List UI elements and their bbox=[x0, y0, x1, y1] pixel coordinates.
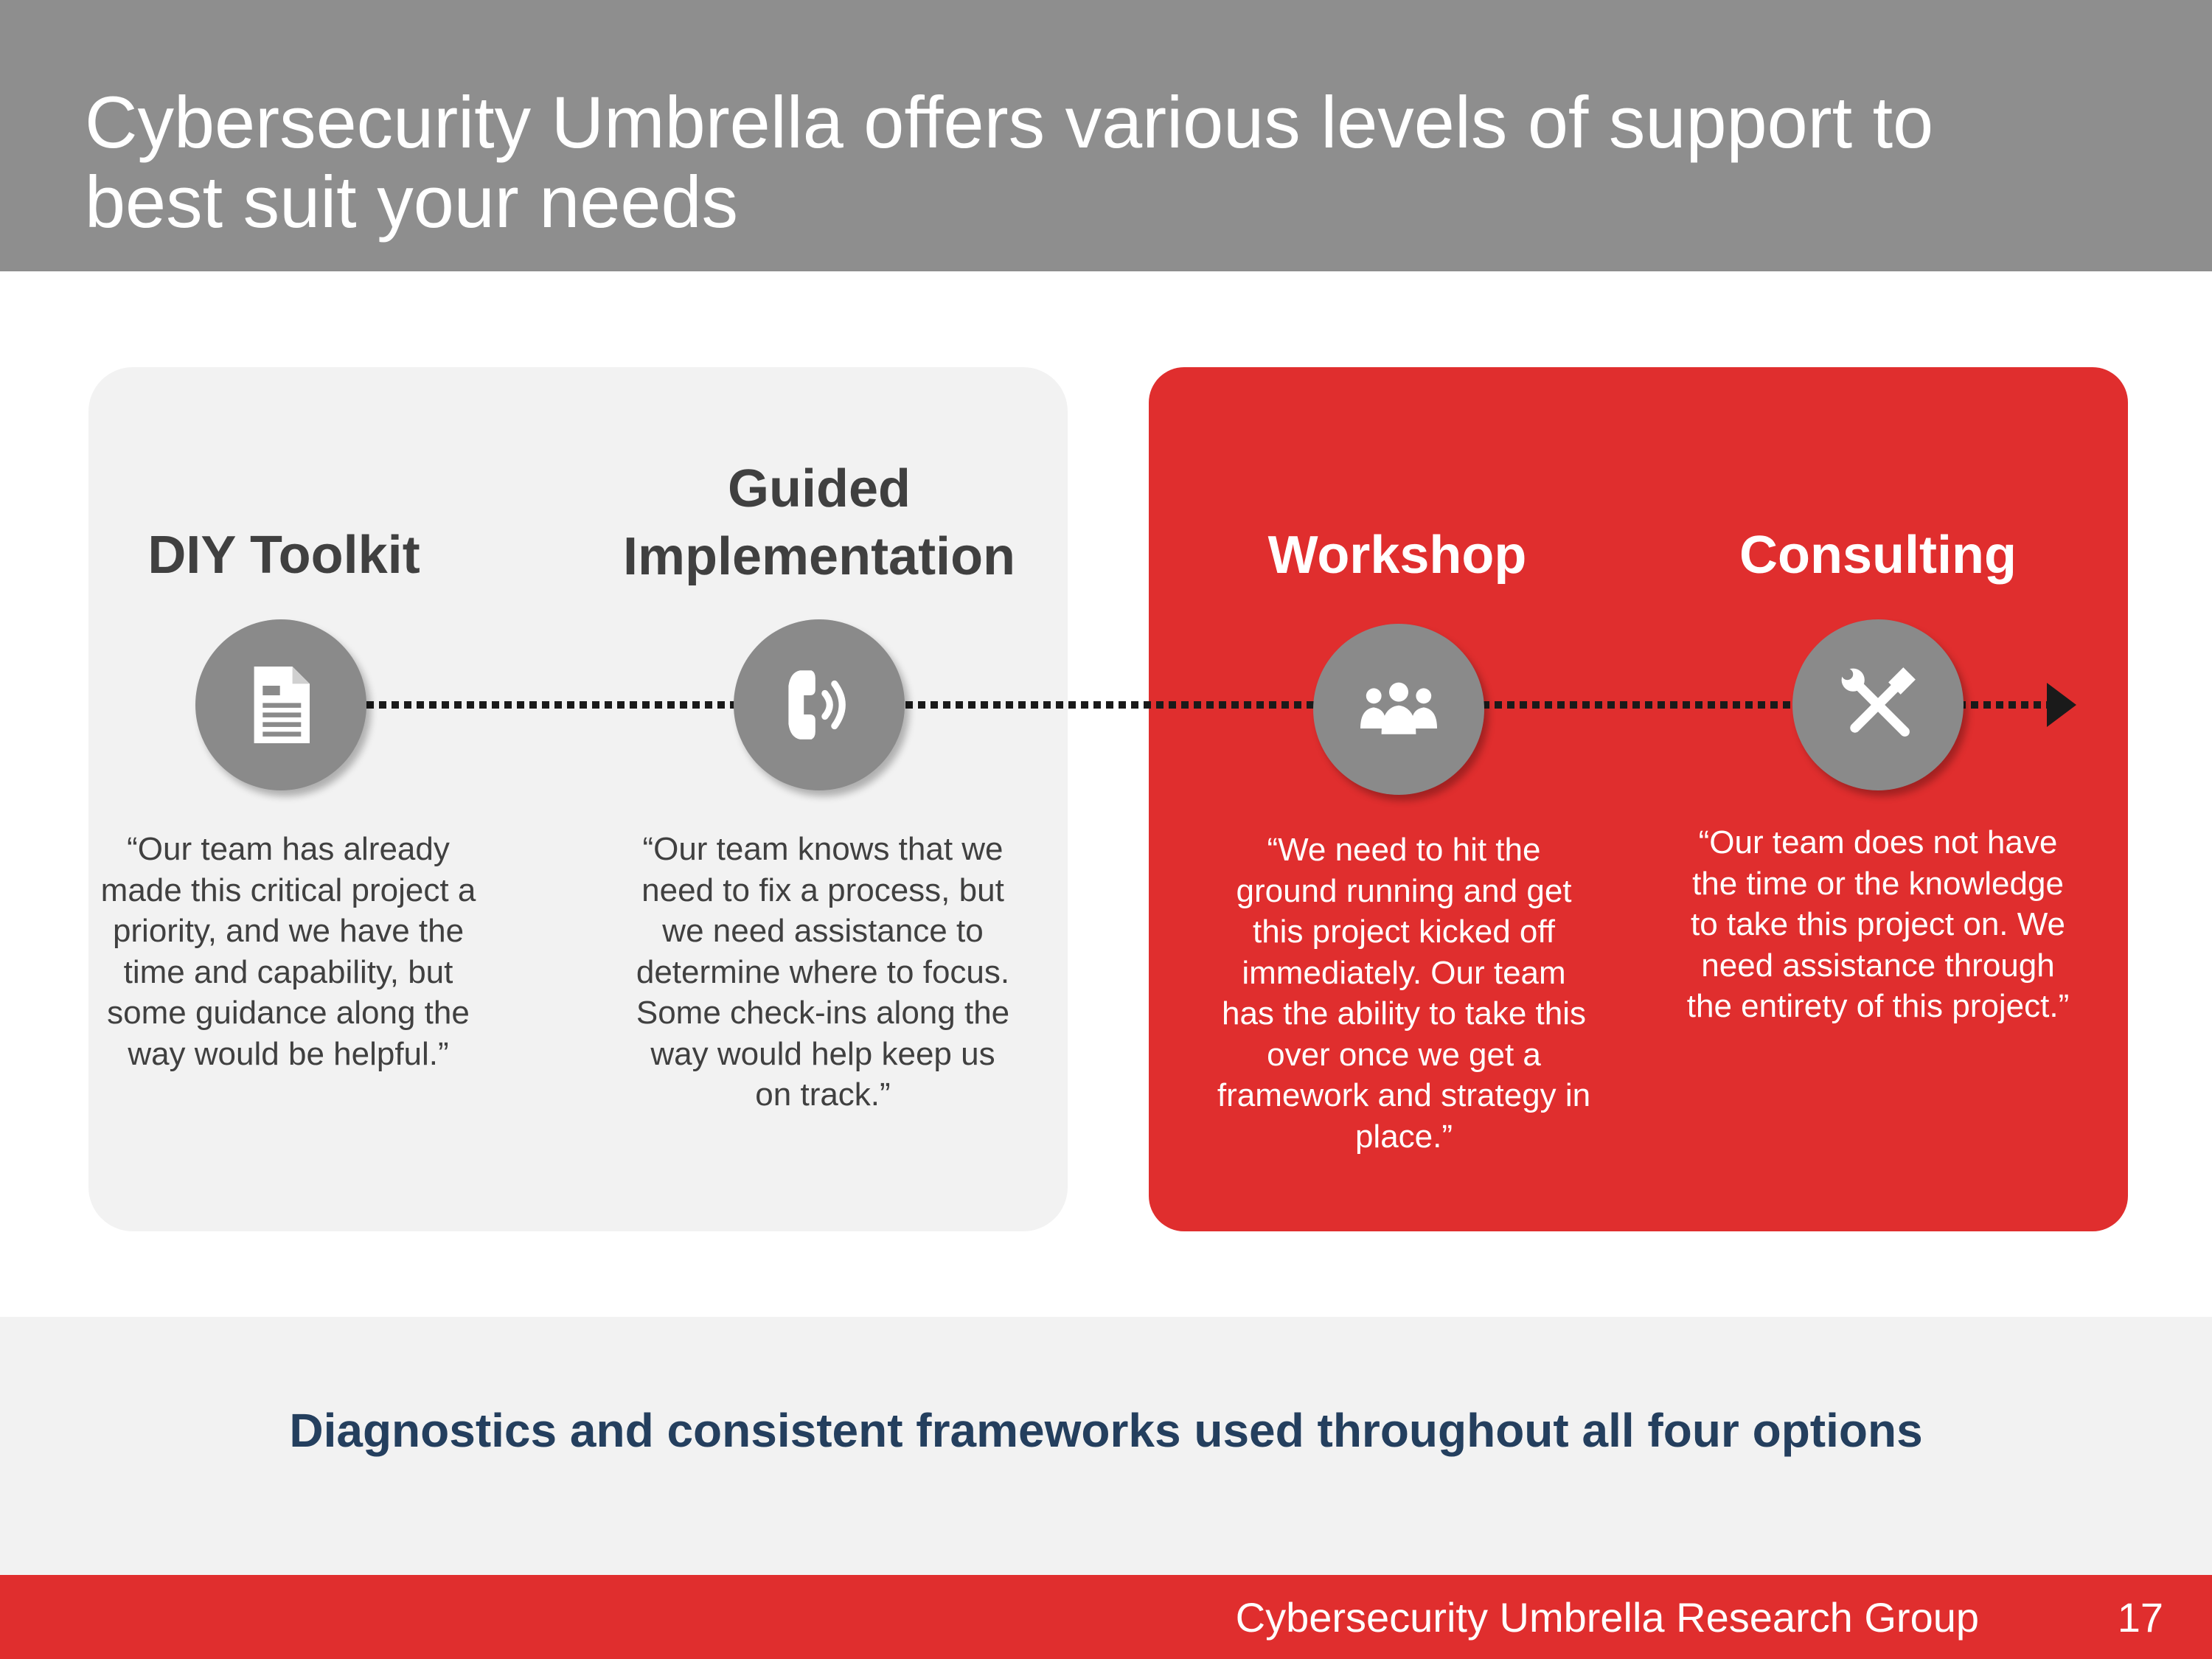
slide-title: Cybersecurity Umbrella offers various levels of support to best suit your needs bbox=[85, 81, 1934, 243]
option-quote-consulting: “Our team does not have the time or the knowledge to take this project on. We need assistance through the entirety of this project.” bbox=[1686, 824, 2070, 1024]
team-group-icon bbox=[1313, 624, 1484, 795]
phone-call-icon bbox=[734, 619, 905, 790]
organization-name: Cybersecurity Umbrella Research Group bbox=[1235, 1594, 1979, 1641]
option-title-consulting: Consulting bbox=[1739, 526, 2017, 585]
option-title-workshop: Workshop bbox=[1267, 526, 1527, 585]
tools-icon bbox=[1792, 619, 1964, 790]
option-title-guided-implementation: Guided Implementation bbox=[622, 459, 1016, 586]
option-quote-guided-implementation: “Our team knows that we need to fix a process, but we need assistance to determine where to focus. Some check-ins along the way would help keep us on track.” bbox=[636, 831, 1010, 1113]
page-number: 17 bbox=[2117, 1594, 2163, 1641]
option-title-diy-toolkit: DIY Toolkit bbox=[147, 526, 420, 585]
option-quote-workshop: “We need to hit the ground running and get this project kicked off immediately. Our team has the ability to take this over once we get a framework and strategy in place.” bbox=[1217, 832, 1591, 1155]
document-icon bbox=[195, 619, 366, 790]
footer-statement: Diagnostics and consistent frameworks used throughout all four options bbox=[289, 1404, 1923, 1457]
option-quote-diy-toolkit: “Our team has already made this critical project a priority, and we have the time and capability, but some guidance along the way would be helpful.” bbox=[100, 831, 476, 1072]
